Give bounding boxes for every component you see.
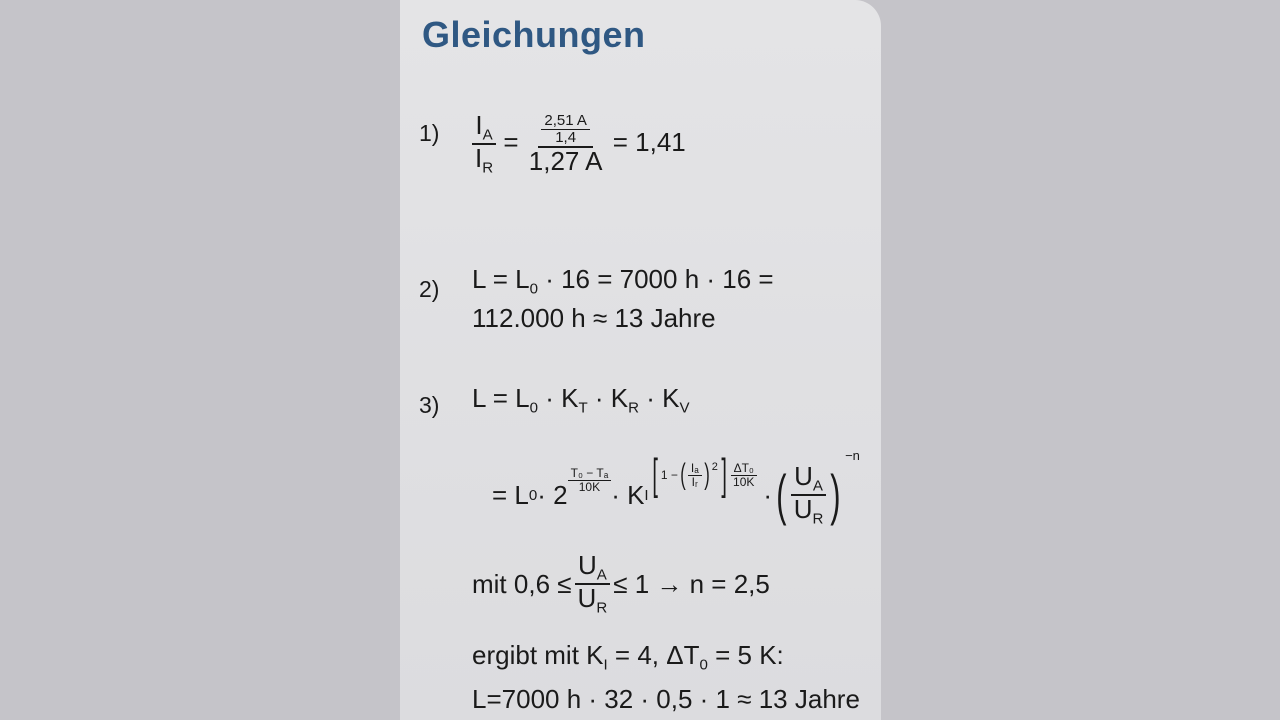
equation-1-result: = 1,41	[612, 126, 686, 157]
formula-panel	[400, 0, 881, 720]
equation-3-condition: mit 0,6 ≤ $\frac{U_A}{U_R}$ ≤ 1 → n = 2,5	[472, 550, 770, 617]
equation-2-number: 2)	[419, 276, 440, 302]
equation-3-result: L=7000 h · 32 · 0,5 · 1 ≈ 13 Jahre	[472, 684, 860, 714]
equation-2-line-1: $L = L_0 \cdot 16 = 7000$ h · 16 =	[472, 264, 774, 298]
equation-3-line-1: $L = L_0 \cdot K_T \cdot K_R \cdot K_V$	[472, 383, 690, 417]
voltage-ratio-fraction: $\frac{U_A}{U_R}$	[791, 463, 827, 527]
temperature-exponent: $\frac{\text{T₀ − Tₐ}}{10K}$	[568, 467, 612, 493]
equation-2-line-2: 112.000 h ≈ 13 Jahre	[472, 303, 716, 333]
current-value-fraction: $\frac{\frac{2,51 A}{1,4}}{1,27 A}$	[528, 112, 603, 176]
equation-3-line-2: = L 0 · 2 $\frac{\text{T₀ − Tₐ}}{10K}$ · K I [ 1 − ( $\frac{\text{Iₐ}}{\text{Iᵣ}}$ ) 2 ] $\frac{\text{ΔT₀}}{10K}$ · ( $\frac{U_A}{U_R}$ ) −n	[492, 448, 860, 528]
page-title: Gleichungen	[422, 14, 646, 55]
equation-1: $\frac{I_A}{I_R}$ = $\frac{\frac{2,51 A}{1,4}}{1,27 A}$ = 1,41	[472, 112, 686, 176]
equation-3-given: ergibt mit $K_I = 4$, $\Delta T_0 = 5$ K:	[472, 640, 784, 674]
current-ratio-fraction: $\frac{I_A}{I_R}$	[472, 112, 496, 176]
current-exponent: [ 1 − ( $\frac{\text{Iₐ}}{\text{Iᵣ}}$ ) 2 ] $\frac{\text{ΔT₀}}{10K}$	[649, 450, 758, 500]
equation-1-number: 1)	[419, 120, 440, 146]
equation-3-number: 3)	[419, 392, 440, 418]
